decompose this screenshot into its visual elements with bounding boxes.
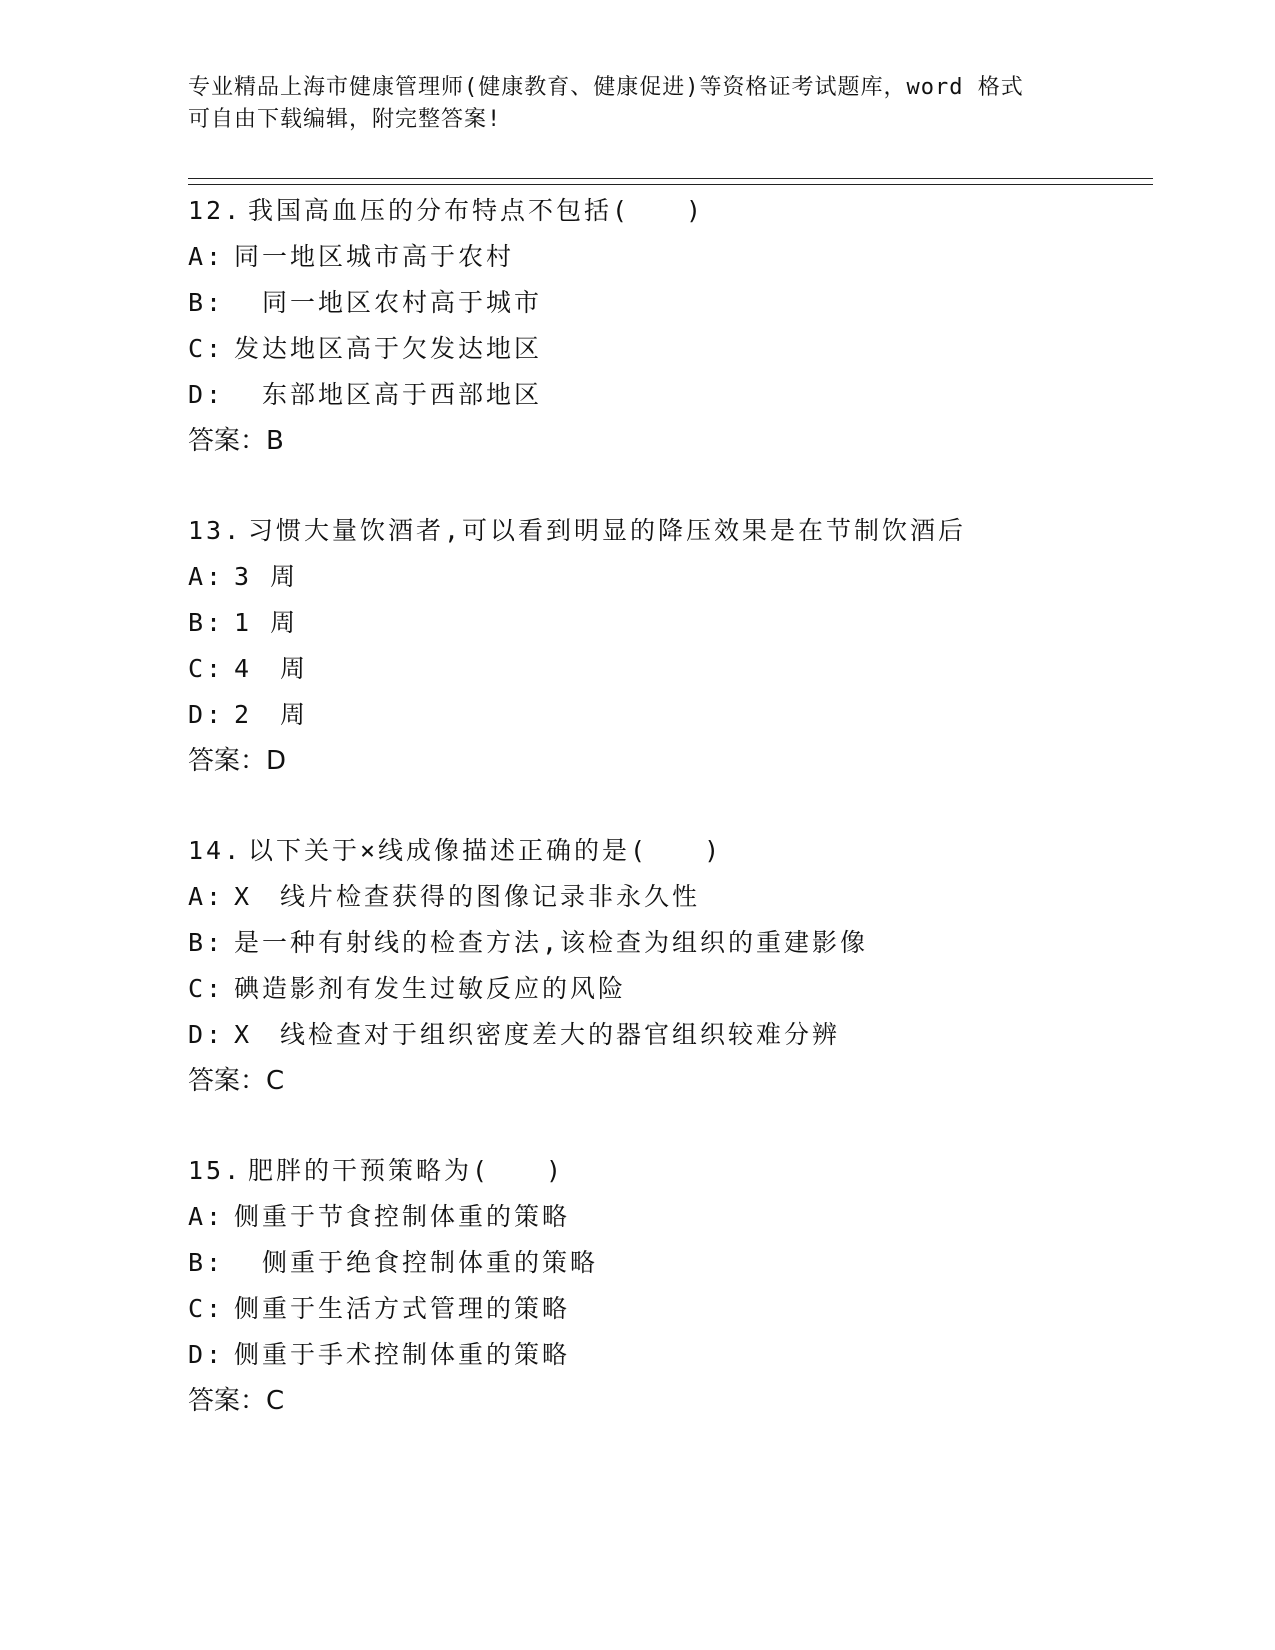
- option-c: [188, 326, 1148, 372]
- question-text: 我国高血压的分布特点不包括( ): [248, 196, 705, 225]
- option-c: [188, 966, 1148, 1012]
- option-text: 侧重于绝食控制体重的策略: [234, 1248, 599, 1277]
- option-b: [188, 600, 1148, 646]
- question-list: [188, 188, 1148, 1468]
- option-key: B:: [188, 928, 225, 957]
- option-text: 1 周: [234, 608, 299, 637]
- question-number: 12.: [188, 196, 243, 225]
- question-number: 15.: [188, 1156, 243, 1185]
- header-line-1: 专业精品上海市健康管理师(健康教育、健康促进)等资格证考试题库，word 格式: [188, 75, 1024, 100]
- option-text: 2 周: [234, 700, 309, 729]
- question-stem: [188, 828, 1148, 874]
- option-text: 同一地区农村高于城市: [234, 288, 543, 317]
- question-text: 习惯大量饮酒者,可以看到明显的降压效果是在节制饮酒后: [248, 516, 967, 545]
- question-stem: [188, 1148, 1148, 1194]
- option-text: 4 周: [234, 654, 309, 683]
- answer-line: 答案：B: [188, 426, 284, 456]
- option-text: X 线片检查获得的图像记录非永久性: [234, 882, 701, 911]
- header-rule-top: [188, 178, 1153, 179]
- option-text: 侧重于手术控制体重的策略: [234, 1340, 571, 1369]
- option-text: 侧重于节食控制体重的策略: [234, 1202, 571, 1231]
- question-text: 肥胖的干预策略为( ): [248, 1156, 565, 1185]
- option-key: A:: [188, 242, 225, 271]
- question-15: [188, 1148, 1148, 1468]
- option-key: A:: [188, 882, 225, 911]
- option-a: [188, 234, 1148, 280]
- option-d: [188, 1332, 1148, 1378]
- option-key: B:: [188, 288, 225, 317]
- option-key: D:: [188, 1020, 225, 1049]
- option-text: 是一种有射线的检查方法,该检查为组织的重建影像: [234, 928, 869, 957]
- option-key: C:: [188, 334, 225, 363]
- option-c: [188, 1286, 1148, 1332]
- option-text: 发达地区高于欠发达地区: [234, 334, 543, 363]
- option-key: C:: [188, 654, 225, 683]
- answer-line: 答案：C: [188, 1386, 285, 1416]
- question-12: [188, 188, 1148, 508]
- option-key: D:: [188, 1340, 225, 1369]
- option-a: [188, 874, 1148, 920]
- option-key: A:: [188, 562, 225, 591]
- option-b: [188, 1240, 1148, 1286]
- option-d: [188, 692, 1148, 738]
- option-b: [188, 920, 1148, 966]
- option-text: 同一地区城市高于农村: [234, 242, 515, 271]
- question-stem: [188, 188, 1148, 234]
- option-text: X 线检查对于组织密度差大的器官组织较难分辨: [234, 1020, 841, 1049]
- question-text: 以下关于×线成像描述正确的是( ): [248, 836, 723, 865]
- option-key: C:: [188, 1294, 225, 1323]
- option-key: D:: [188, 700, 225, 729]
- option-key: B:: [188, 608, 225, 637]
- header-line-2: 可自由下载编辑，附完整答案!: [188, 107, 502, 132]
- question-number: 14.: [188, 836, 243, 865]
- option-b: [188, 280, 1148, 326]
- option-key: D:: [188, 380, 225, 409]
- answer-line: 答案：C: [188, 1066, 285, 1096]
- document-header: [188, 72, 1088, 136]
- question-13: [188, 508, 1148, 828]
- question-number: 13.: [188, 516, 243, 545]
- option-key: B:: [188, 1248, 225, 1277]
- option-key: C:: [188, 974, 225, 1003]
- option-c: [188, 646, 1148, 692]
- option-a: [188, 1194, 1148, 1240]
- option-text: 碘造影剂有发生过敏反应的风险: [234, 974, 627, 1003]
- option-text: 侧重于生活方式管理的策略: [234, 1294, 571, 1323]
- header-rule-bottom: [188, 184, 1153, 185]
- question-stem: [188, 508, 1148, 554]
- option-d: [188, 372, 1148, 418]
- question-14: [188, 828, 1148, 1148]
- option-text: 东部地区高于西部地区: [234, 380, 543, 409]
- answer-line: 答案：D: [188, 746, 287, 776]
- option-d: [188, 1012, 1148, 1058]
- option-key: A:: [188, 1202, 225, 1231]
- option-text: 3 周: [234, 562, 299, 591]
- option-a: [188, 554, 1148, 600]
